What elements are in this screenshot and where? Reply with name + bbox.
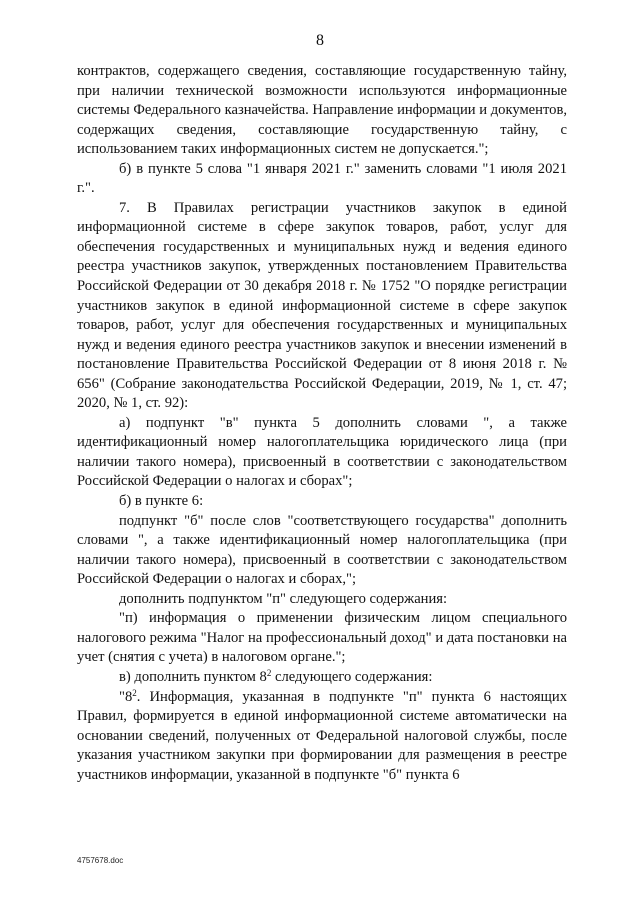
paragraph-10-before: "8 [119,688,133,705]
paragraph-7: дополнить подпунктом "п" следующего содержания: [119,590,448,607]
page-number: 8 [316,32,324,49]
paragraph-2: б) в пункте 5 слова "1 января 2021 г." заменить словами "1 июля 2021 г.". [77,160,567,197]
document-body [77,62,567,785]
paragraph-9-sup: 2 [266,667,272,678]
paragraph-8: "п) информация о применении физическим лицом специального налогового режима "Налог на профессиональный доход" и дата постановки на учет (снятия с учета) в налоговом органе."; [77,610,567,666]
paragraph-10-after: . Информация, указанная в подпункте "п" пункта 6 настоящих Правил, формируется в единой информационной системе автоматически на основании сведений, полученных от Федеральной налоговой службы, после указания участником закупки при формировании для размещения в реестре участников информации, указанной в подпункте "б" пункта 6 [77,688,567,783]
paragraph-10-sup: 2 [132,687,137,698]
document-filename: 4757678.doc [77,856,124,865]
paragraph-1: контрактов, содержащего сведения, составляющие государственную тайну, при наличии технической возможности используются информационные системы Федерального казначейства. Направление информации и документов, содержащих сведения, составляющие государственную тайну, с использованием таких информационных систем не допускается."; [77,63,567,158]
paragraph-6: подпункт "б" после слов "соответствующего государства" дополнить словами ", а также идентификационный номер налогоплательщика (при наличии такого номера), присвоенный в соответствии с законодательством Российской Федерации о налогах и сборах,"; [77,512,567,588]
paragraph-9 [77,668,567,688]
paragraph-9-before: в) дополнить пунктом 8 [119,668,267,685]
paragraph-10 [77,688,567,786]
paragraph-4: а) подпункт "в" пункта 5 дополнить словами ", а также идентификационный номер налогоплательщика юридического лица (при наличии такого номера), присвоенный в соответствии с законодательством Российской Федерации о налогах и сборах"; [77,414,567,490]
paragraph-3: 7. В Правилах регистрации участников закупок в единой информационной системе в сфере закупок товаров, работ, услуг для обеспечения государственных и муниципальных нужд и ведения единого реестра участников закупок, утвержденных постановлением Правительства Российской Федерации от 30 декабря 2018 г. № 1752 "О порядке регистрации участников закупок в единой информационной системе в сфере закупок товаров, работ, услуг для обеспечения государственных и муниципальных нужд и ведения единого реестра участников закупок и внесении изменений в постановление Правительства Российской Федерации от 8 июня 2018 г. № 656" (Собрание законодательства Российской Федерации, 2019, № 1, ст. 47; 2020, № 1, ст. 92): [77,199,567,412]
paragraph-9-after: следующего содержания: [271,668,433,685]
paragraph-5: б) в пункте 6: [119,493,204,510]
